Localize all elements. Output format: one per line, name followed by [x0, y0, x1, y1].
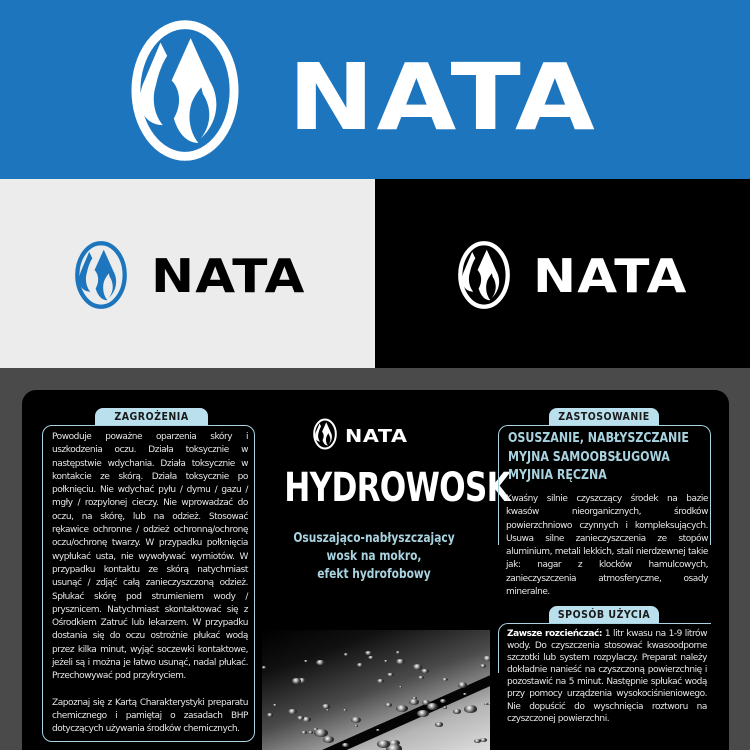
water-drop: [292, 678, 301, 683]
water-drop: [365, 651, 372, 655]
water-drop: [301, 731, 307, 735]
water-drop: [443, 706, 447, 709]
brand-variant-light: [0, 179, 375, 368]
water-drop: [357, 663, 363, 667]
water-drop: [316, 660, 325, 665]
product-name: HYDROWOSK: [284, 465, 511, 511]
water-drop: [304, 660, 307, 662]
water-drop: [387, 673, 393, 677]
water-droplets-photo: [262, 630, 490, 750]
water-drop: [458, 682, 467, 688]
water-drop: [288, 709, 297, 714]
water-drop: [273, 704, 277, 706]
water-drop: [484, 703, 488, 705]
brand-wordmark: NATA: [345, 426, 408, 447]
water-drop: [396, 659, 404, 664]
nata-logo-icon: [450, 240, 518, 310]
water-drop: [385, 703, 392, 707]
subtitle-line: wosk na mokro,: [326, 549, 422, 564]
water-drop: [399, 686, 402, 688]
water-drop: [413, 664, 422, 669]
water-drop: [323, 736, 334, 743]
usage-title: SPOSÓB UŻYCIA: [549, 606, 659, 624]
application-headline: OSUSZANIE, NABŁYSZCZANIE: [508, 431, 689, 446]
product-label: [22, 390, 729, 750]
water-drop: [368, 656, 373, 659]
hazards-text: [52, 431, 248, 737]
water-drop: [417, 710, 429, 717]
water-drop: [480, 664, 486, 668]
water-drop: [440, 699, 446, 702]
water-drop: [262, 666, 266, 668]
nata-logo-icon: [67, 240, 135, 310]
water-drop: [483, 656, 490, 661]
application-headlines: [508, 430, 689, 486]
water-drop: [480, 738, 486, 742]
water-drop: [418, 676, 424, 680]
subtitle-line: Osuszająco-nabłyszczający: [293, 531, 455, 546]
application-title: ZASTOSOWANIE: [549, 408, 659, 426]
brand-wordmark: NATA: [533, 249, 688, 303]
water-drop: [396, 705, 408, 712]
water-drop: [384, 660, 387, 662]
water-drop: [435, 722, 443, 727]
product-subtitle: [280, 530, 469, 584]
water-drop: [297, 716, 304, 720]
water-drop: [474, 739, 481, 743]
water-drop: [376, 729, 380, 731]
water-drop: [343, 709, 347, 711]
water-drop: [421, 669, 429, 674]
water-drop: [453, 709, 461, 714]
subtitle-line: efekt hydrofobowy: [317, 567, 431, 582]
water-drop: [396, 651, 401, 654]
water-drop: [354, 725, 358, 727]
hazards-title: ZAGROŻENIA: [95, 408, 208, 426]
brand-wordmark: NATA: [151, 249, 306, 303]
usage-text: [507, 628, 707, 725]
water-drop: [267, 713, 273, 717]
nata-logo-icon: [115, 18, 255, 163]
water-drop: [409, 699, 419, 705]
application-description: Kwaśny silnie czyszczący środek na bazie kwasów nieorganicznych, środków powierzchniowo czynnych i kompleksujących. Usuwa silne zanieczyszczenia ze stopów aluminium, metali lekkich, stali nierdzewnej takie jak: nagar z klocków hamulcowych, zanieczyszczenia atmosferyczne, osady mineralne.: [506, 494, 708, 598]
water-drop: [308, 731, 313, 734]
water-drop: [322, 704, 329, 708]
application-headline: MYJNIA RĘCZNA: [508, 468, 607, 483]
brand-variant-dark: [375, 179, 750, 368]
water-drop: [464, 705, 477, 713]
application-headline: MYJNA SAMOOBSŁUGOWA: [508, 449, 670, 465]
water-drop: [488, 703, 490, 705]
hazards-paragraph: Powoduje poważne oparzenia skóry i uszkodzenia oczu. Działa toksycznie w następstwie wdychania. Działa toksycznie w kontakcie ze skórą. Działa toksycznie po połknięciu. Nie wdychać pyłu / dymu / gazu / mgły / rozpylonej cieczy. Nie wprowadzać do oczu, na skórę, lub na odzież. Stosować rękawice ochronne / odzież ochronną/ochronę oczu/ochronę twarzy. W przypadku połknięcia wypłukać usta, nie wywoływać wymiotów. W przypadku kontaktu ze skórą natychmiast usunąć / zdjąć całą zanieczyszczoną odzież. Spłukać skórę pod strumieniem wody / prysznicem. Natychmiast skontaktować się z Ośrodkiem Zatruć lub lekarzem. W przypadku dostania się do oczu ostrożnie płukać wodą przez kilka minut, wyjąć soczewki kontaktowe, jeżeli są i można je łatwo usunąć, nadal płukać. Przechowywać pod przykryciem.: [52, 432, 248, 682]
usage-body: 1 litr kwasu na 1-9 litrów wody. Do czyszczenia stosować kwasoodporne szczotki lub system rozpylaczy. Preparat należy dokładnie nanieść na czyszczoną powierzchnię i pozostawić na 5 minut. Następnie spłukać wodą przy pomocy urządzenia wysokociśnieniowego. Nie dopuścić do wyschnięcia roztworu na czyszczonej powierzchni.: [507, 629, 707, 724]
hazards-paragraph: Zapoznaj się z Kartą Charakterystyki preparatu chemicznego i pamiętaj o zasadach BHP dotyczących używania środków chemicznych.: [52, 697, 248, 735]
photo-streak: [322, 644, 490, 750]
water-drop: [344, 653, 349, 656]
water-drop: [377, 679, 383, 683]
water-drop: [351, 717, 361, 723]
water-drop: [326, 709, 330, 711]
nata-logo-icon: [310, 418, 340, 450]
water-drop: [377, 740, 390, 748]
brand-wordmark: NATA: [288, 44, 597, 151]
usage-lead: Zawsze rozcieńczać:: [507, 629, 603, 639]
brand-hero-blue: [0, 0, 750, 179]
water-drop: [442, 678, 447, 681]
